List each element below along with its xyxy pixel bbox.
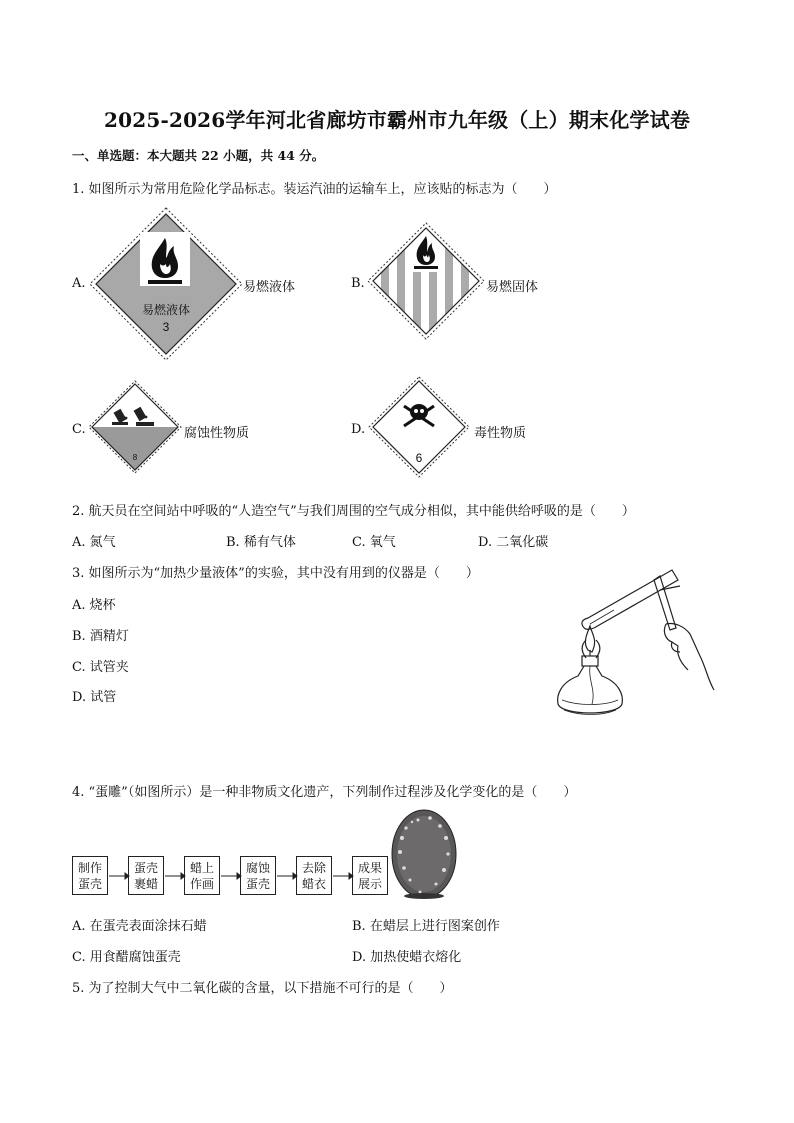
section-heading: 一、单选题：本大题共 22 小题，共 44 分。 <box>72 148 325 163</box>
q4-option-d: D. 加热使蜡衣熔化 <box>352 950 462 965</box>
q1-option-b-letter: B. <box>351 276 365 291</box>
q1-option-a-letter: A. <box>72 276 86 291</box>
q1-sign-c-number: 8 <box>132 453 138 462</box>
question-1-stem: 1. 如图所示为常用危险化学品标志。装运汽油的运输车上，应该贴的标志为（ ） <box>72 182 557 197</box>
q1-option-d-letter: D. <box>351 422 366 437</box>
q3-option-b: B. 酒精灯 <box>72 629 129 644</box>
paper-title: 2025-2026学年河北省廊坊市霸州市九年级（上）期末化学试卷 <box>103 108 691 132</box>
q3-option-a: A. 烧杯 <box>72 598 116 613</box>
q2-option-d: D. 二氧化碳 <box>478 535 549 550</box>
flow-step-3: 蜡上 作画 <box>184 856 220 895</box>
q1-option-b-label: 易燃固体 <box>486 280 539 295</box>
q4-option-c: C. 用食醋腐蚀蛋壳 <box>72 950 181 965</box>
q2-option-c: C. 氧气 <box>352 535 396 550</box>
q1-option-b-sign <box>367 222 485 340</box>
q1-option-c-letter: C. <box>72 422 86 437</box>
flow-arrows <box>72 856 392 896</box>
q1-option-d-sign <box>368 376 470 478</box>
heating-liquid-illustration <box>548 560 728 726</box>
question-4-stem: 4. “蛋雕”（如图所示）是一种非物质文化遗产，下列制作过程涉及化学变化的是（ ） <box>72 785 577 800</box>
q3-option-d: D. 试管 <box>72 690 117 705</box>
q4-option-b: B. 在蜡层上进行图案创作 <box>352 919 500 934</box>
flow-step-5: 去除 蜡衣 <box>296 856 332 895</box>
q3-option-c: C. 试管夹 <box>72 660 129 675</box>
egg-carving-flowchart <box>72 856 392 896</box>
q2-option-b: B. 稀有气体 <box>226 535 296 550</box>
q1-sign-d-number: 6 <box>415 451 423 465</box>
flow-step-6: 成果 展示 <box>352 856 388 895</box>
question-5-stem: 5. 为了控制大气中二氧化碳的含量，以下措施不可行的是（ ） <box>72 981 453 996</box>
q1-option-c-label: 腐蚀性物质 <box>184 426 250 441</box>
question-2-stem: 2. 航天员在空间站中呼吸的“人造空气”与我们周围的空气成分相似，其中能供给呼吸的是（ ） <box>72 504 635 519</box>
flow-step-1: 制作 蛋壳 <box>72 856 108 895</box>
q1-option-a-sign <box>88 206 244 362</box>
q1-sign-a-number: 3 <box>162 320 170 334</box>
q4-option-a: A. 在蛋壳表面涂抹石蜡 <box>72 919 207 934</box>
q1-sign-a-text: 易燃液体 <box>141 303 191 317</box>
q2-option-a: A. 氮气 <box>72 535 116 550</box>
flow-step-2: 蛋壳 裹蜡 <box>128 856 164 895</box>
q1-option-c-sign <box>88 380 182 474</box>
q1-option-d-label: 毒性物质 <box>474 426 527 441</box>
question-3-stem: 3. 如图所示为“加热少量液体”的实验，其中没有用到的仪器是（ ） <box>72 566 479 581</box>
flow-step-4: 腐蚀 蛋壳 <box>240 856 276 895</box>
carved-egg-image <box>390 808 458 900</box>
q1-option-a-label: 易燃液体 <box>243 280 296 295</box>
